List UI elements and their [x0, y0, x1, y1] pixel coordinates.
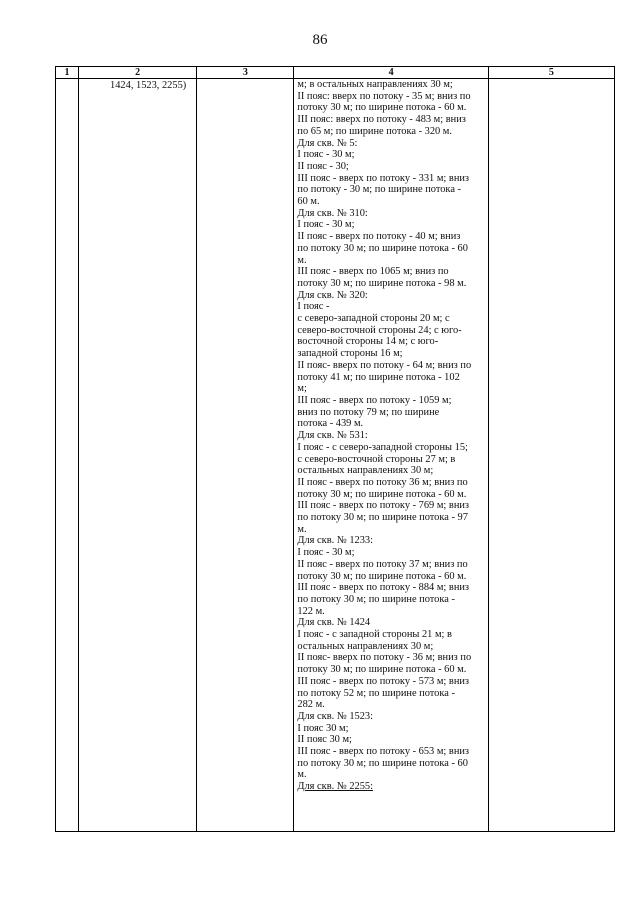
cell-col-4: [294, 79, 488, 832]
cell-col-1: [56, 79, 79, 832]
text-line: I пояс 30 м;: [297, 722, 349, 734]
text-line: II пояс - вверх по потоку - 40 м; вниз: [297, 231, 461, 243]
text-line: III пояс - вверх по 1065 м; вниз по: [297, 266, 449, 278]
column-header-3: 3: [197, 67, 294, 79]
table-row: [56, 79, 615, 832]
text-line: Для скв. № 310:: [297, 207, 368, 219]
text-line: потоку 30 м; по ширине потока - 60 м.: [297, 488, 467, 500]
text-line: потоку 30 м; по ширине потока - 60 м.: [297, 102, 467, 114]
text-line: III пояс - вверх по потоку - 769 м; вниз: [297, 500, 470, 512]
text-line: Для скв. № 531:: [297, 430, 368, 442]
text-line: Для скв. № 2255:: [297, 781, 373, 793]
text-line: I пояс - с северо-западной стороны 15;: [297, 441, 468, 453]
text-line: потока - 439 м.: [297, 418, 364, 430]
text-line: III пояс - вверх по потоку - 573 м; вниз: [297, 675, 470, 687]
cell-col-3: [197, 79, 294, 832]
text-line: м.: [297, 523, 307, 535]
text-line: восточной стороны 14 м; с юго-: [297, 336, 439, 348]
text-line: III пояс - вверх по потоку - 884 м; вниз: [297, 582, 470, 594]
column-header-2: 2: [79, 67, 197, 79]
text-line: по потоку 30 м; по ширине потока - 60: [297, 757, 468, 769]
page-number: 86: [312, 32, 328, 48]
text-line: северо-восточной стороны 24; с юго-: [297, 324, 462, 336]
text-line: по потоку 52 м; по ширине потока -: [297, 687, 455, 699]
cell-col-2: 1424, 1523, 2255): [79, 79, 197, 832]
text-line: вниз по потоку 79 м; по ширине: [297, 406, 440, 418]
document-table: [55, 66, 615, 832]
text-line: II пояс - вверх по потоку 37 м; вниз по: [297, 558, 468, 570]
text-line: потоку 30 м; по ширине потока - 60 м.: [297, 664, 467, 676]
text-line: III пояс - вверх по потоку - 331 м; вниз: [297, 172, 470, 184]
text-line: II пояс: вверх по потоку - 35 м; вниз по: [297, 90, 471, 102]
text-line: II пояс - вверх по потоку 36 м; вниз по: [297, 476, 468, 488]
column-header-4: 4: [294, 67, 488, 79]
column-header-5: 5: [488, 67, 614, 79]
text-line: I пояс - 30 м;: [297, 149, 355, 161]
column-header-1: 1: [56, 67, 79, 79]
text-line: I пояс -: [297, 301, 330, 313]
text-line: остальных направлениях 30 м;: [297, 465, 434, 477]
text-line: II пояс - 30;: [297, 160, 349, 172]
text-line: м;: [297, 383, 307, 395]
text-line: по потоку - 30 м; по ширине потока -: [297, 184, 461, 196]
table-header-row: [56, 67, 615, 79]
text-line: Для скв. № 1233:: [297, 535, 373, 547]
text-line: II пояс- вверх по потоку - 64 м; вниз по: [297, 359, 472, 371]
text-line: III пояс - вверх по потоку - 653 м; вниз: [297, 746, 470, 758]
text-line: III пояс: вверх по потоку - 483 м; вниз: [297, 114, 466, 126]
text-line: 60 м.: [297, 196, 320, 208]
text-line: Для скв. № 320:: [297, 289, 368, 301]
text-line: западной стороны 16 м;: [297, 348, 403, 360]
text-line: потоку 41 м; по ширине потока - 102: [297, 371, 460, 383]
text-line: м.: [297, 254, 307, 266]
text-line: м.: [297, 769, 307, 781]
text-line: 122 м.: [297, 605, 325, 617]
text-line: Для скв. № 1523:: [297, 710, 373, 722]
text-line: Для скв. № 5:: [297, 137, 358, 149]
text-line: потоку 30 м; по ширине потока - 98 м.: [297, 277, 467, 289]
text-line: 282 м.: [297, 699, 325, 711]
text-line: по потоку 30 м; по ширине потока - 60: [297, 242, 468, 254]
text-line: I пояс - 30 м;: [297, 547, 355, 559]
text-line: потоку 30 м; по ширине потока - 60 м.: [297, 570, 467, 582]
text-line: III пояс - вверх по потоку - 1059 м;: [297, 394, 452, 406]
cell-col-5: [488, 79, 614, 832]
text-line: с северо-восточной стороны 27 м; в: [297, 453, 456, 465]
text-line: остальных направлениях 30 м;: [297, 640, 434, 652]
text-line: Для скв. № 1424: [297, 617, 371, 629]
text-line: I пояс - 30 м;: [297, 219, 355, 231]
text-line: по потоку 30 м; по ширине потока - 97: [297, 512, 468, 524]
text-line: по 65 м; по ширине потока - 320 м.: [297, 125, 452, 137]
text-line: по потоку 30 м; по ширине потока -: [297, 593, 455, 605]
text-line: II пояс- вверх по потоку - 36 м; вниз по: [297, 652, 472, 664]
text-line: с северо-западной стороны 20 м; с: [297, 313, 450, 325]
text-line: II пояс 30 м;: [297, 734, 352, 746]
text-line: м; в остальных направлениях 30 м;: [297, 79, 453, 90]
text-line: I пояс - с западной стороны 21 м; в: [297, 629, 452, 641]
